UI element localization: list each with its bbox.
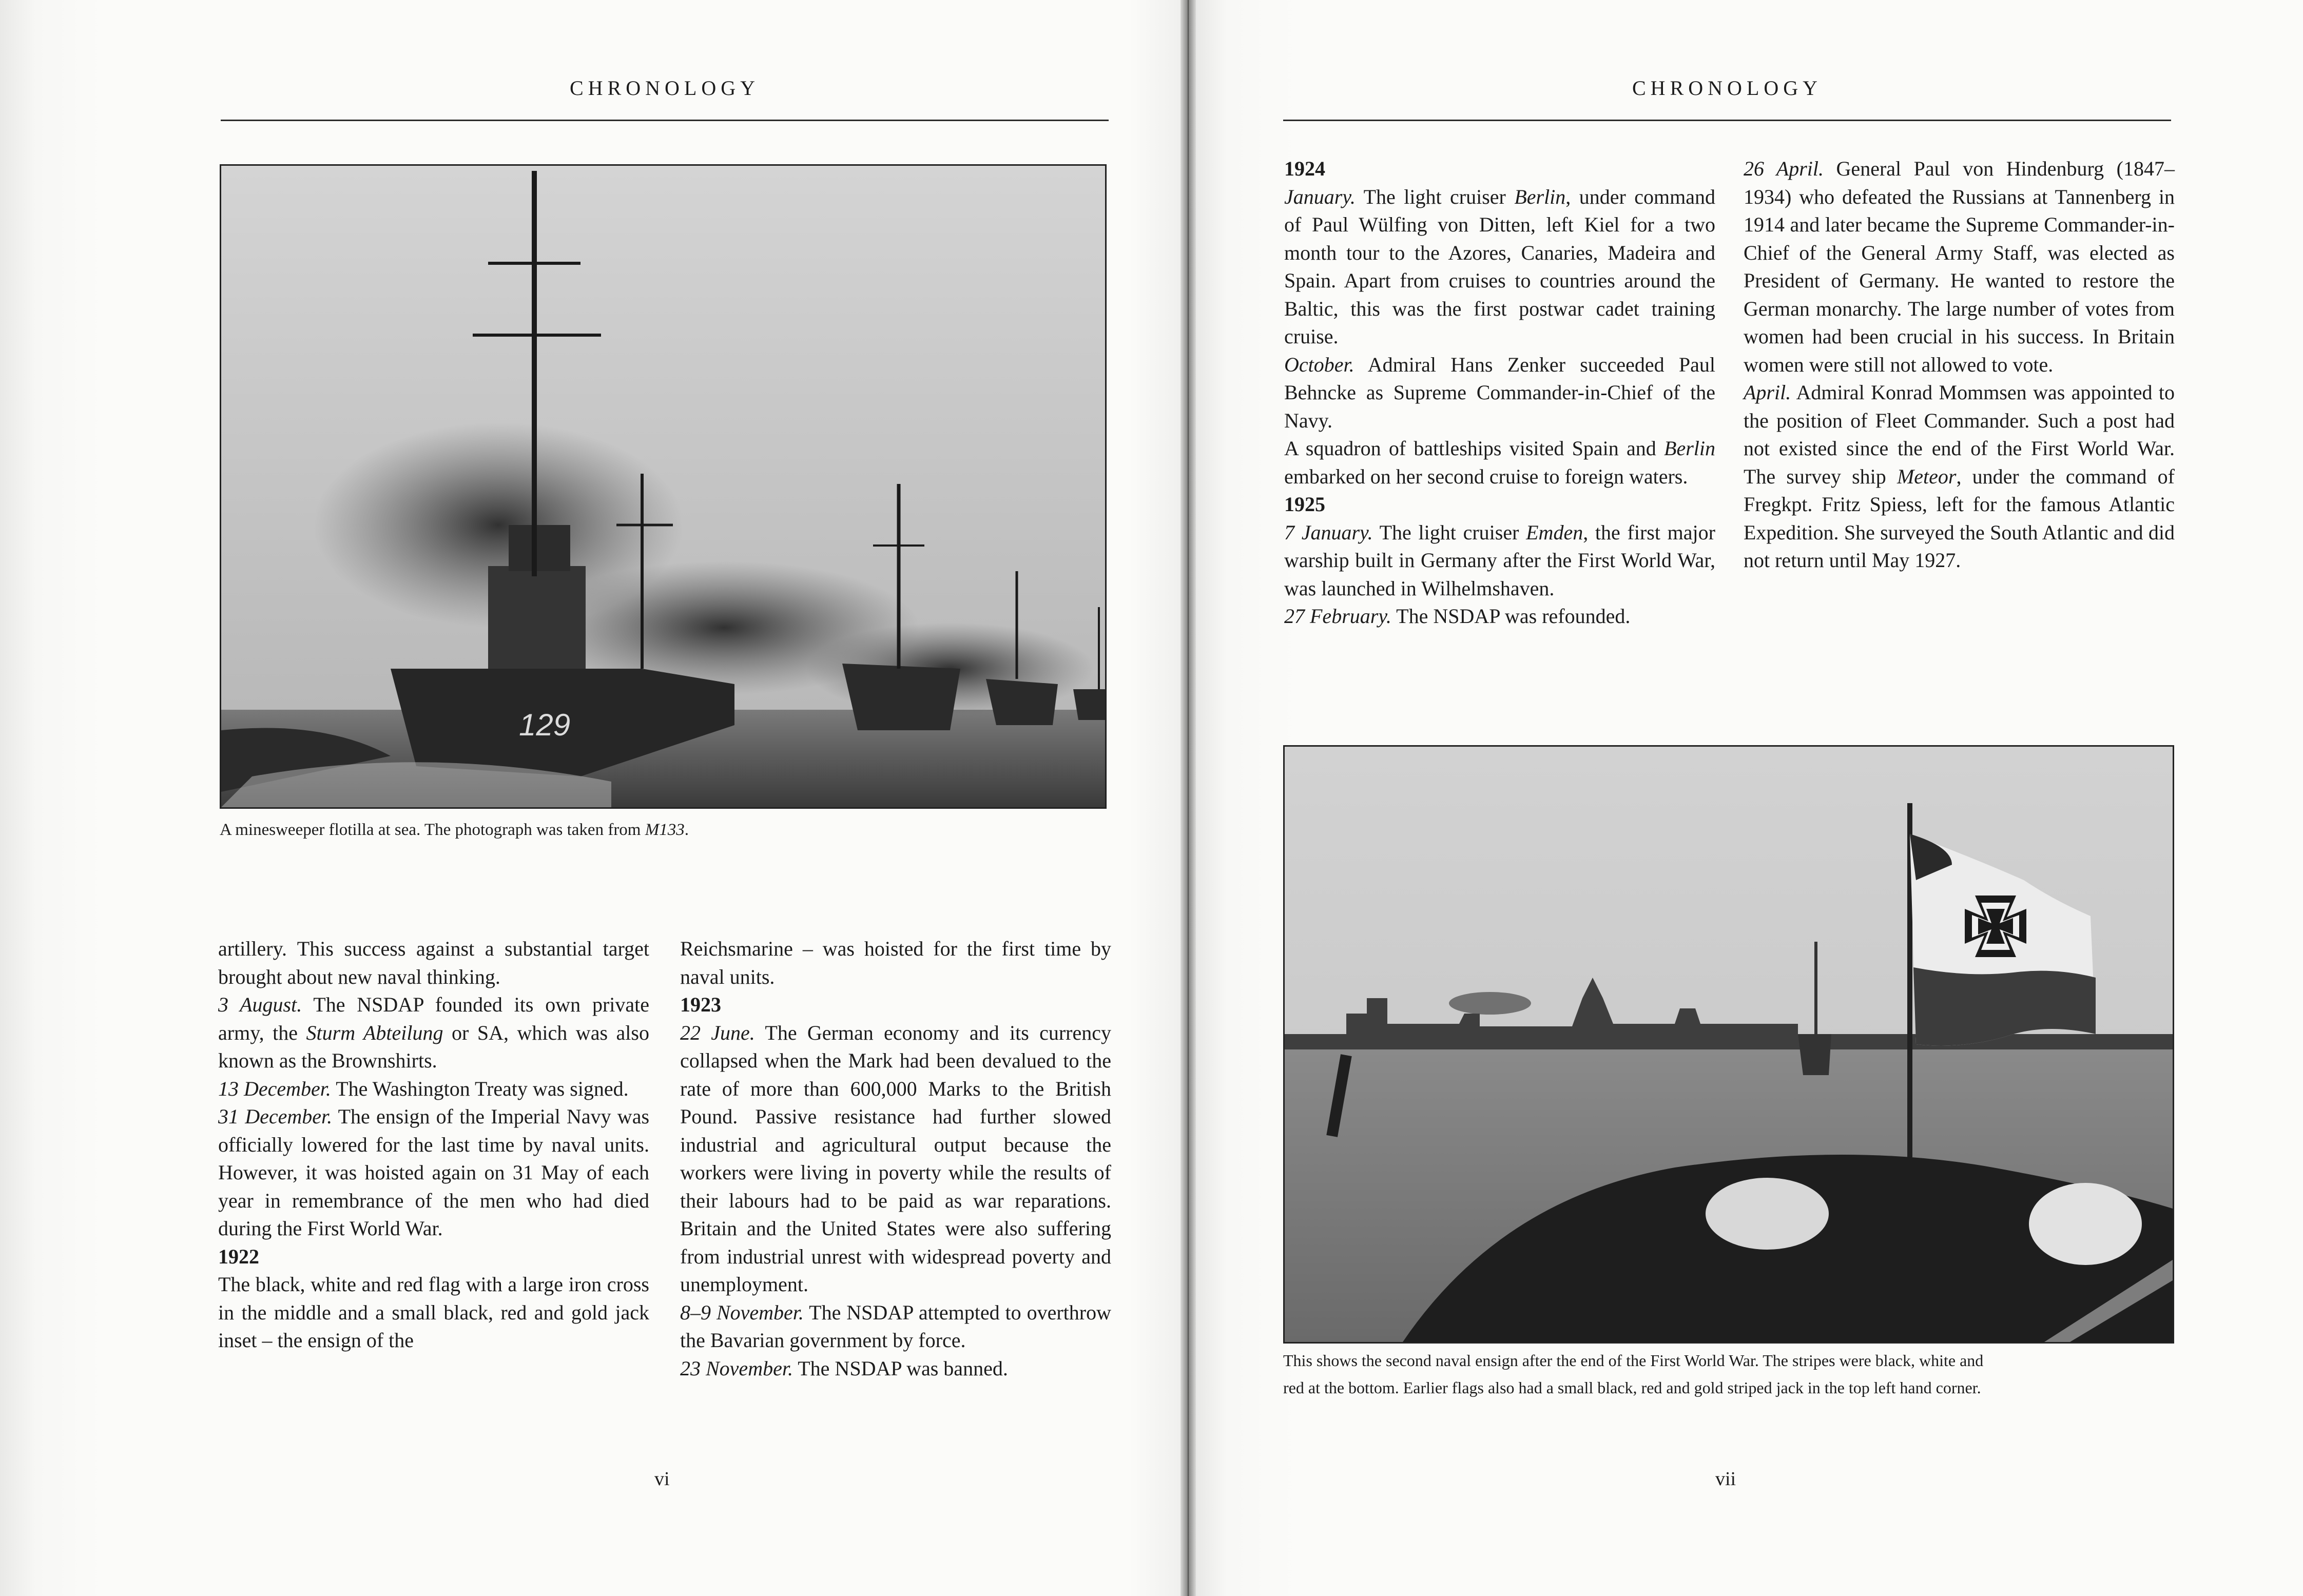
entry-text: General Paul von Hindenburg (1847–1934) who defeated the Russians at Tannenberg in 1914 and later became the Supreme Commander-in-Chief of the General Army Staff, was elected as President of Germany. He wanted to restore the German monarchy. The large number of votes from women had been crucial in his success. In Britain women were still not allowed to vote. — [1744, 157, 2175, 376]
entry-date: 26 April. — [1744, 157, 1824, 180]
entry-text: The NSDAP attempted to overthrow the Bavarian government by force. — [680, 1300, 1111, 1352]
paragraph — [218, 1075, 649, 1103]
entry-text: The German economy and its currency collapsed when the Mark had been devalued to the rate of more than 600,000 Marks to the British Pound. Passive resistance had further slowed industrial and agricultural output because the workers were living in poverty while the results of their labours had to be paid as war reparations. Britain and the United States were also suffering from industrial unrest with widespread poverty and unemployment. — [680, 1021, 1111, 1296]
paragraph: Reichsmarine – was hoisted for the first time by naval units. — [680, 937, 1111, 988]
caption-vessel: M133 — [645, 821, 685, 839]
caption-period: . — [684, 821, 689, 839]
paragraph — [680, 1355, 1111, 1383]
svg-text:129: 129 — [519, 708, 571, 742]
entry-date: April. — [1744, 381, 1791, 404]
paragraph — [1284, 183, 1715, 351]
running-head: CHRONOLOGY — [1632, 76, 1822, 100]
paragraph — [1284, 519, 1715, 603]
entry-date: 13 December. — [218, 1077, 331, 1100]
entry-text: The Washington Treaty was signed. — [331, 1077, 629, 1100]
entry-date: 22 June. — [680, 1021, 755, 1044]
paragraph — [680, 1299, 1111, 1355]
minesweeper-photo — [220, 164, 1107, 809]
caption-line: red at the bottom. Earlier flags also had a small black, red and gold striped jack in the top left hand corner. — [1283, 1378, 1981, 1397]
header-rule — [1283, 120, 2171, 121]
running-head: CHRONOLOGY — [570, 76, 760, 100]
ship-name: Berlin — [1514, 185, 1566, 208]
entry-text: Admiral Hans Zenker succeeded Paul Behncke as Supreme Commander-in-Chief of the Navy. — [1284, 353, 1715, 432]
entry-date: January. — [1284, 185, 1356, 208]
paragraph — [1284, 602, 1715, 631]
right-page — [1196, 0, 2303, 1596]
photo-caption — [1283, 1347, 2176, 1402]
caption-line: This shows the second naval ensign after the end of the First World War. The stripes were black, white and — [1283, 1351, 1984, 1370]
entry-text: , under command of Paul Wülfing von Ditten, left Kiel for a two month tour to the Azores, Canaries, Madeira and Spain. Apart from cruises to countries around the Baltic, this was the first postwar cadet training cruise. — [1284, 185, 1716, 348]
term: Sturm Abteilung — [306, 1021, 443, 1044]
entry-date: October. — [1284, 353, 1354, 376]
paragraph — [1284, 351, 1715, 435]
entry-text: , the first major warship built in Germany after the First World War, was launched in Wilhelmshaven. — [1284, 520, 1715, 600]
paragraph — [1744, 155, 2175, 379]
entry-text: Admiral Konrad Mommsen was appointed to the position of Fleet Commander. Such a post had not existed since the end of the First World War. The survey ship — [1744, 381, 2175, 488]
year-heading: 1925 — [1284, 493, 1325, 516]
ship-name: Meteor — [1896, 464, 1957, 488]
page-number: vii — [1715, 1468, 1736, 1490]
paragraph — [680, 1019, 1111, 1299]
paragraph: The black, white and red flag with a large iron cross in the middle and a small black, red and gold jack inset – the ensign of the — [218, 1273, 649, 1352]
left-column-1 — [218, 935, 649, 1355]
right-column-2 — [1744, 155, 2175, 575]
year-heading: 1923 — [680, 993, 721, 1016]
entry-text: The ensign of the Imperial Navy was officially lowered for the last time by naval units. However, it was hoisted again on 31 May of each year in remembrance of the men who had died during the First World War. — [218, 1105, 650, 1240]
entry-date: 31 December. — [218, 1105, 333, 1128]
page-number: vi — [654, 1468, 670, 1490]
book-gutter — [1180, 0, 1196, 1596]
paragraph — [218, 1103, 649, 1243]
photo-caption — [220, 816, 689, 844]
entry-text: , under the command of Fregkpt. Fritz Spiess, left for the famous Atlantic Expedition. She surveyed the South Atlantic and did not return until May 1927. — [1744, 464, 2175, 572]
paragraph — [1284, 435, 1715, 491]
paragraph — [1744, 379, 2175, 575]
entry-date: 8–9 November. — [680, 1300, 804, 1324]
entry-text: The light cruiser — [1372, 520, 1526, 544]
entry-date: 3 August. — [218, 993, 302, 1016]
left-column-2 — [680, 935, 1111, 1383]
entry-text: A squadron of battleships visited Spain and — [1284, 437, 1665, 460]
entry-text: The NSDAP was refounded. — [1391, 605, 1631, 628]
entry-text: The NSDAP founded its own private army, the — [218, 993, 649, 1044]
paragraph — [218, 991, 649, 1075]
year-heading: 1924 — [1284, 157, 1325, 180]
year-heading: 1922 — [218, 1244, 259, 1268]
entry-date: 27 February. — [1284, 605, 1391, 628]
header-rule — [221, 120, 1109, 121]
entry-text: The light cruiser — [1355, 185, 1515, 208]
ship-name: Emden — [1526, 520, 1583, 544]
ship-name: Berlin — [1664, 437, 1715, 460]
caption-text: A minesweeper flotilla at sea. The photograph was taken from — [220, 821, 645, 839]
entry-text: or SA, which was also known as the Brownshirts. — [218, 1021, 649, 1072]
entry-date: 7 January. — [1284, 520, 1373, 544]
entry-text: The NSDAP was banned. — [792, 1356, 1008, 1380]
paragraph: artillery. This success against a substantial target brought about new naval thinking. — [218, 937, 649, 988]
entry-date: 23 November. — [680, 1356, 793, 1380]
right-column-1 — [1284, 155, 1715, 631]
entry-text: embarked on her second cruise to foreign waters. — [1284, 464, 1688, 488]
naval-ensign-photo — [1283, 745, 2174, 1344]
